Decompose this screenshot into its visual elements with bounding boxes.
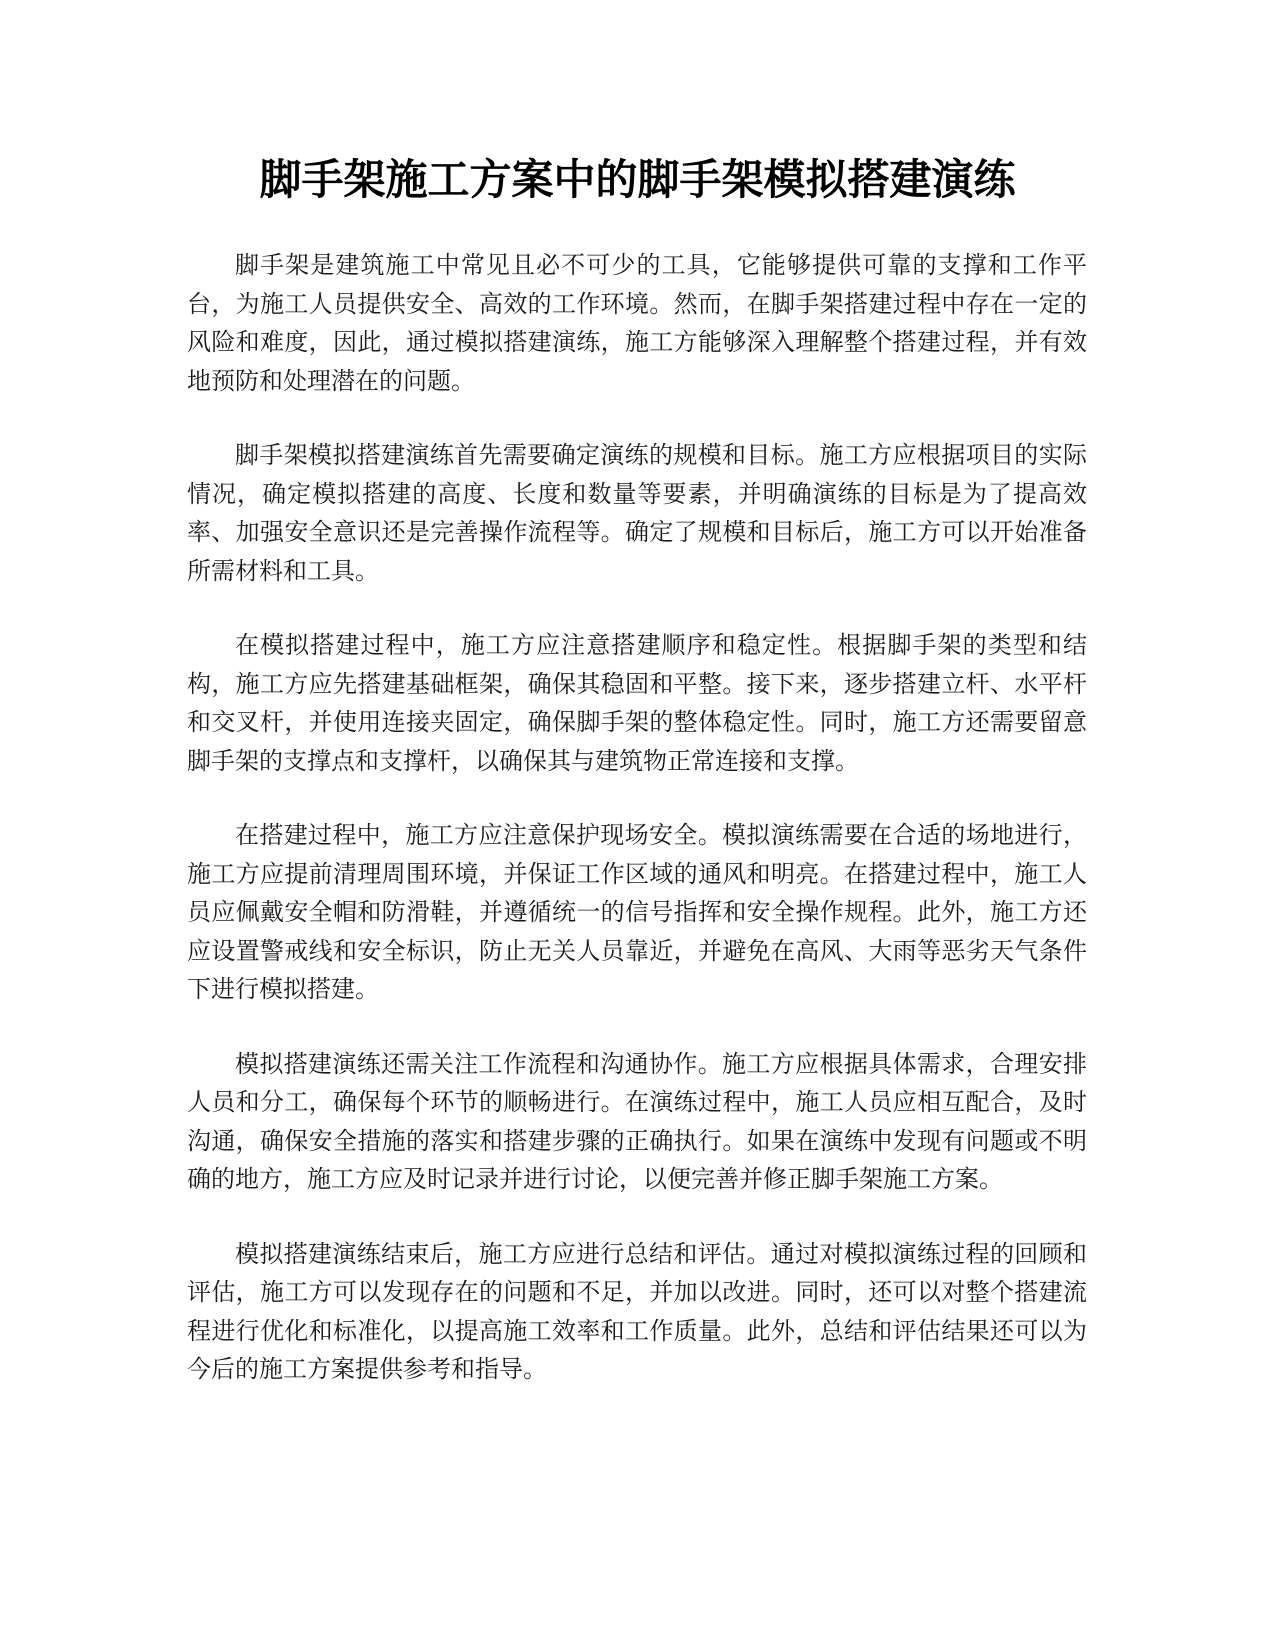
paragraph-2: 脚手架模拟搭建演练首先需要确定演练的规模和目标。施工方应根据项目的实际情况，确定模拟搭建的高度、长度和数量等要素，并明确演练的目标是为了提高效率、加强安全意识还是完善操作流程等。确定了规模和目标后，施工方可以开始准备所需材料和工具。 [187,441,1087,585]
paragraph-3: 在模拟搭建过程中，施工方应注意搭建顺序和稳定性。根据脚手架的类型和结构，施工方应先搭建基础框架，确保其稳固和平整。接下来，逐步搭建立杆、水平杆和交叉杆，并使用连接夹固定，确保脚手架的整体稳定性。同时，施工方还需要留意脚手架的支撑点和支撑杆，以确保其与建筑物正常连接和支撑。 [187,631,1087,775]
paragraph-1: 脚手架是建筑施工中常见且必不可少的工具，它能够提供可靠的支撑和工作平台，为施工人员提供安全、高效的工作环境。然而，在脚手架搭建过程中存在一定的风险和难度，因此，通过模拟搭建演练，施工方能够深入理解整个搭建过程，并有效地预防和处理潜在的问题。 [187,251,1087,395]
document-title: 脚手架施工方案中的脚手架模拟搭建演练 [259,155,1016,204]
document-body [187,246,1087,1425]
paragraph-4: 在搭建过程中，施工方应注意保护现场安全。模拟演练需要在合适的场地进行，施工方应提前清理周围环境，并保证工作区域的通风和明亮。在搭建过程中，施工人员应佩戴安全帽和防滑鞋，并遵循统一的信号指挥和安全操作规程。此外，施工方还应设置警戒线和安全标识，防止无关人员靠近，并避免在高风、大雨等恶劣天气条件下进行模拟搭建。 [187,821,1087,1003]
paragraph-5: 模拟搭建演练还需关注工作流程和沟通协作。施工方应根据具体需求，合理安排人员和分工，确保每个环节的顺畅进行。在演练过程中，施工人员应相互配合，及时沟通，确保安全措施的落实和搭建步骤的正确执行。如果在演练中发现有问题或不明确的地方，施工方应及时记录并进行讨论，以便完善并修正脚手架施工方案。 [187,1049,1087,1193]
paragraph-6: 模拟搭建演练结束后，施工方应进行总结和评估。通过对模拟演练过程的回顾和评估，施工方可以发现存在的问题和不足，并加以改进。同时，还可以对整个搭建流程进行优化和标准化，以提高施工效率和工作质量。此外，总结和评估结果还可以为今后的施工方案提供参考和指导。 [187,1239,1087,1383]
